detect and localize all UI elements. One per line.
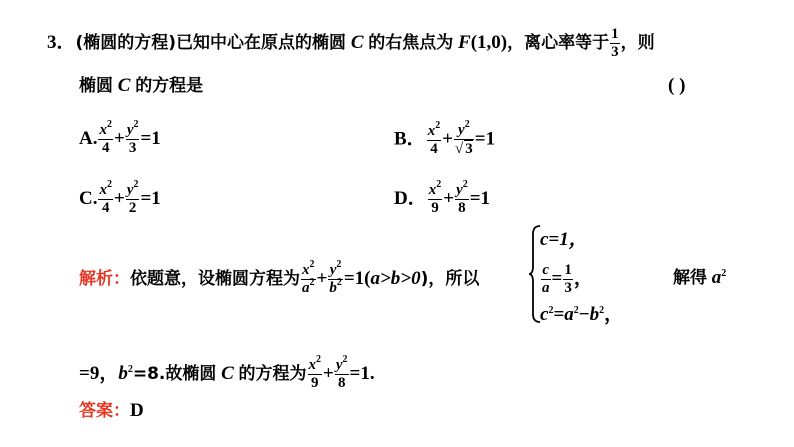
fraction: $\frac{x^2}{4}$ <box>427 119 441 157</box>
stem-text: 已知中心在原点的椭圆 <box>176 32 347 53</box>
solution-label: 解析： <box>79 268 130 289</box>
problem-tag: (椭圆的方程) <box>75 32 177 53</box>
option-b: B． $\frac{x^2}{4}$ + $\frac{y^2}{√ 3}$ =1 <box>394 119 496 157</box>
stem-text: ，离心率等于 <box>507 32 610 53</box>
fraction: $\frac{1}{3}$ <box>564 262 572 296</box>
fraction: $\frac{x^2}{4}$ <box>99 179 112 216</box>
solve-text: 解得 $a^2$ <box>673 267 727 288</box>
solution-line-2: =9，$b^2=8$.故椭圆 C 的方程为 $\frac{x^2}{9}$ + $\frac{y^2}{8}$ =1. <box>79 354 375 391</box>
solution-line-1: 解析：依题意，设椭圆方程为 $\frac{x^2}{a^2}$ + $\frac{y^2}{b^2}$ =1(a>b>0)，所以 <box>79 259 480 296</box>
option-a-label: A. <box>79 127 98 149</box>
option-c: C. $\frac{x^2}{4}$ + $\frac{y^2}{2}$ =1 <box>79 179 161 216</box>
stem-text: ，则 <box>620 32 655 53</box>
stem-text: 的右焦点为 <box>368 32 454 53</box>
system-eq-3: $c^2=a^2-b^2$， <box>540 304 624 325</box>
fraction: $\frac{y^2}{b^2}$ <box>329 259 342 296</box>
problem-stem-line-2 <box>79 74 203 98</box>
fraction: $\frac{x^2}{a^2}$ <box>302 259 315 296</box>
fraction: $\frac{y^2}{2}$ <box>126 179 139 216</box>
fraction: $\frac{y^2}{3}$ <box>126 119 139 156</box>
problem-number: 3． <box>47 31 76 53</box>
fraction: $\frac{x^2}{9}$ <box>308 354 322 391</box>
system-eq-1: c=1， <box>540 229 588 250</box>
ellipse-name: C <box>350 31 364 53</box>
option-b-label: B． <box>394 128 426 150</box>
fraction: $\frac{x^2}{4}$ <box>99 119 112 156</box>
solution-text: 依题意，设椭圆方程为 <box>130 268 300 289</box>
answer-blank: ( ) <box>668 75 686 96</box>
fraction: $\frac{x^2}{9}$ <box>428 179 442 216</box>
focus-name: F <box>458 31 471 53</box>
stem-text: 的方程是 <box>135 76 204 96</box>
stem-text: 椭圆 <box>79 76 113 96</box>
fraction: $\frac{y^2}{8}$ <box>456 179 468 216</box>
answer-value: D <box>130 400 144 421</box>
ellipse-name: C <box>117 75 131 96</box>
fraction: $\frac{c}{a}$ <box>542 262 550 296</box>
fraction: $\frac{y^2}{8}$ <box>335 354 348 391</box>
answer-label: 答案： <box>79 401 130 421</box>
focus-coords: (1,0) <box>470 31 508 53</box>
option-d: D． $\frac{x^2}{9}$ + $\frac{y^2}{8}$ =1 <box>394 179 491 216</box>
option-d-label: D． <box>394 187 427 209</box>
problem-stem-line-1 <box>47 26 655 61</box>
eccentricity-fraction: $\frac{1}{3}$ <box>611 26 619 60</box>
fraction: $\frac{y^2}{√ 3}$ <box>455 119 473 157</box>
option-c-label: C. <box>79 187 98 209</box>
option-a: A. $\frac{x^2}{4}$ + $\frac{y^2}{3}$ =1 <box>79 119 161 156</box>
system-eq-2: $\frac{c}{a}$ = $\frac{1}{3}$ ， <box>542 262 593 296</box>
answer-line <box>79 399 144 423</box>
